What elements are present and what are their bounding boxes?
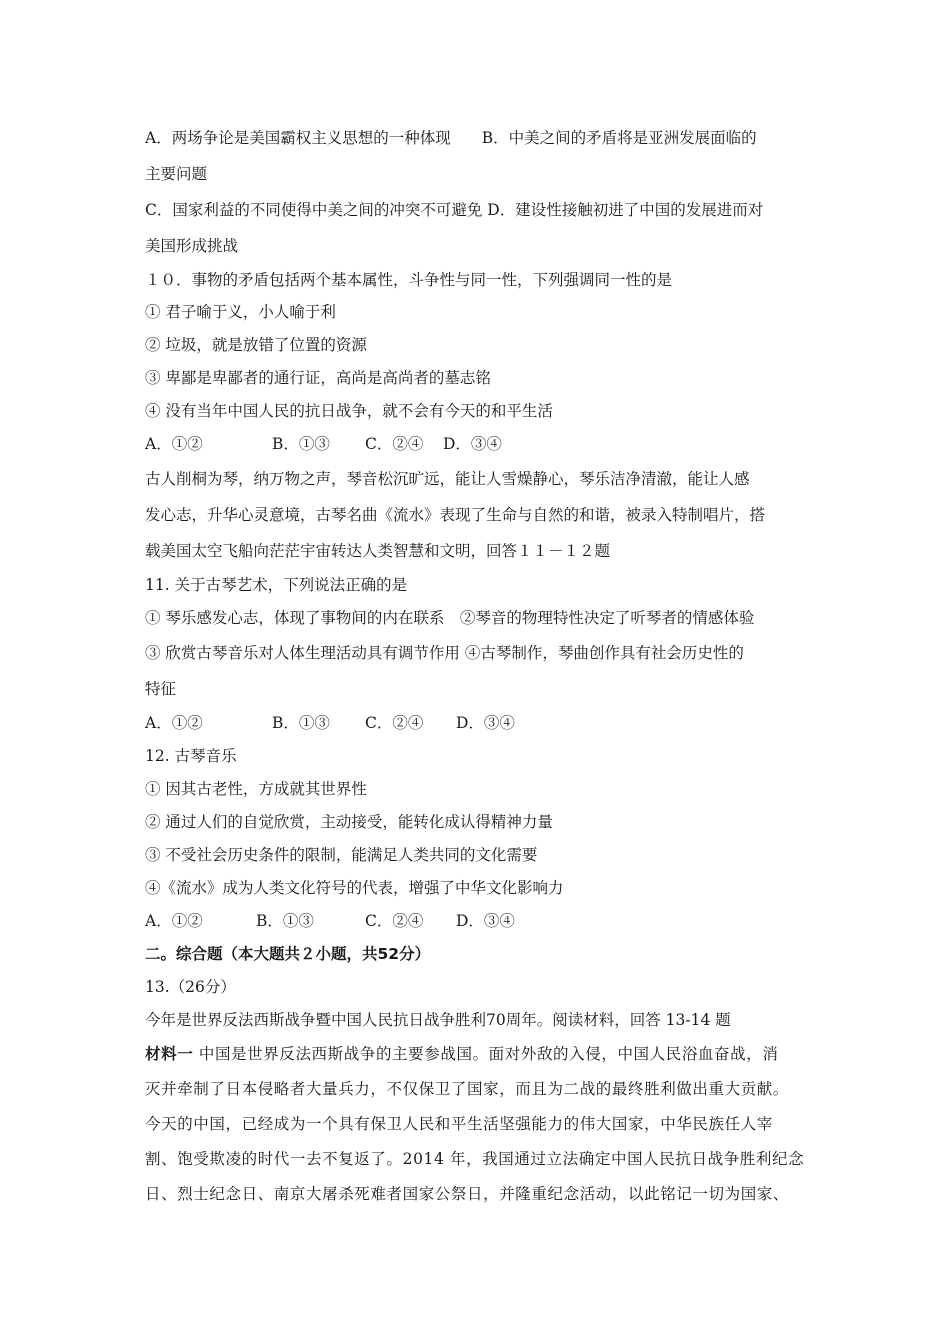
material-line: 日、烈士纪念日、南京大屠杀死难者国家公祭日，并隆重纪念活动，以此铭记一切为国家、: [145, 1185, 790, 1203]
option-d: D．③④: [456, 714, 515, 732]
option-b: B．①③: [256, 912, 314, 930]
option-b: B．①③: [272, 714, 330, 732]
document-page: [145, 120, 815, 1212]
material-line: 灭并牵制了日本侵略者大量兵力，不仅保卫了国家，而且为二战的最终胜利做出重大贡献。: [145, 1080, 790, 1098]
section-heading: 二。综合题（本大题共２小题，共52分）: [145, 945, 431, 963]
q12-item: ① 因其古老性，方成就其世界性: [145, 780, 367, 798]
q10-stem: １０．事物的矛盾包括两个基本属性，斗争性与同一性，下列强调同一性的是: [145, 271, 673, 289]
material-line: 割、饱受欺凌的时代一去不复返了。2014 年，我国通过立法确定中国人民抗日战争胜利纪念: [145, 1150, 805, 1168]
option-a: A．①②: [145, 435, 203, 453]
q13-label: 13.（26分）: [145, 978, 236, 996]
option-c: C．②④: [365, 714, 424, 732]
q12-item: ④《流水》成为人类文化符号的代表，增强了中华文化影响力: [145, 879, 564, 897]
material-line: [145, 1037, 815, 1072]
q10-options: [145, 428, 815, 461]
q12-item: ③ 不受社会历史条件的限制，能满足人类共同的文化需要: [145, 846, 538, 864]
q9-option-line: A．两场争论是美国霸权主义思想的一种体现 B．中美之间的矛盾将是亚洲发展面临的: [145, 129, 757, 147]
q9-option-line: C．国家利益的不同使得中美之间的冲突不可避免 D．建设性接触初进了中国的发展进而对: [145, 201, 764, 219]
q11-item-line: ③ 欣赏古琴音乐对人体生理活动具有调节作用 ④古琴制作，琴曲创作具有社会历史性的: [145, 644, 744, 662]
option-c: C．②④: [365, 435, 424, 453]
q10-item: ③ 卑鄙是卑鄙者的通行证，高尚是高尚者的墓志铭: [145, 369, 491, 387]
q9-option-line: 美国形成挑战: [145, 237, 239, 255]
material-label: 材料一: [145, 1045, 194, 1063]
material-line: 今天的中国，已经成为一个具有保卫人民和平生活坚强能力的伟大国家，中华民族任人宰: [145, 1115, 773, 1133]
option-d: D．③④: [443, 435, 502, 453]
q10-item: ① 君子喻于义，小人喻于利: [145, 303, 336, 321]
passage-line: 载美国太空飞船向茫茫宇宙转达人类智慧和文明，回答１１－１２题: [145, 542, 611, 560]
section-intro: 今年是世界反法西斯战争暨中国人民抗日战争胜利70周年。阅读材料，回答 13-14 题: [145, 1011, 731, 1029]
option-b: B．①③: [272, 435, 330, 453]
q12-stem: 12. 古琴音乐: [145, 747, 237, 765]
option-a: A．①②: [145, 912, 203, 930]
option-c: C．②④: [365, 912, 424, 930]
q11-item-line: 特征: [145, 680, 177, 698]
passage-line: 古人削桐为琴，纳万物之声，琴音松沉旷远，能让人雪燥静心，琴乐洁净清澈，能让人感: [145, 470, 750, 488]
option-a: A．①②: [145, 714, 203, 732]
q11-item-line: ① 琴乐感发心志，体现了事物间的内在联系 ②琴音的物理特性决定了听琴者的情感体验: [145, 609, 755, 627]
passage-line: 发心志，升华心灵意境，古琴名曲《流水》表现了生命与自然的和谐，被录入特制唱片，搭: [145, 506, 766, 524]
q12-item: ② 通过人们的自觉欣赏，主动接受，能转化成认得精神力量: [145, 813, 553, 831]
option-d: D．③④: [456, 912, 515, 930]
q10-item: ② 垃圾，就是放错了位置的资源: [145, 336, 367, 354]
q11-options: [145, 707, 815, 740]
q11-stem: 11. 关于古琴艺术，下列说法正确的是: [145, 576, 408, 594]
q12-options: [145, 905, 815, 938]
q9-option-line: 主要问题: [145, 165, 208, 183]
material-text: 中国是世界反法西斯战争的主要参战国。面对外敌的入侵，中国人民浴血奋战，消: [193, 1045, 779, 1063]
q10-item: ④ 没有当年中国人民的抗日战争，就不会有今天的和平生活: [145, 402, 553, 420]
